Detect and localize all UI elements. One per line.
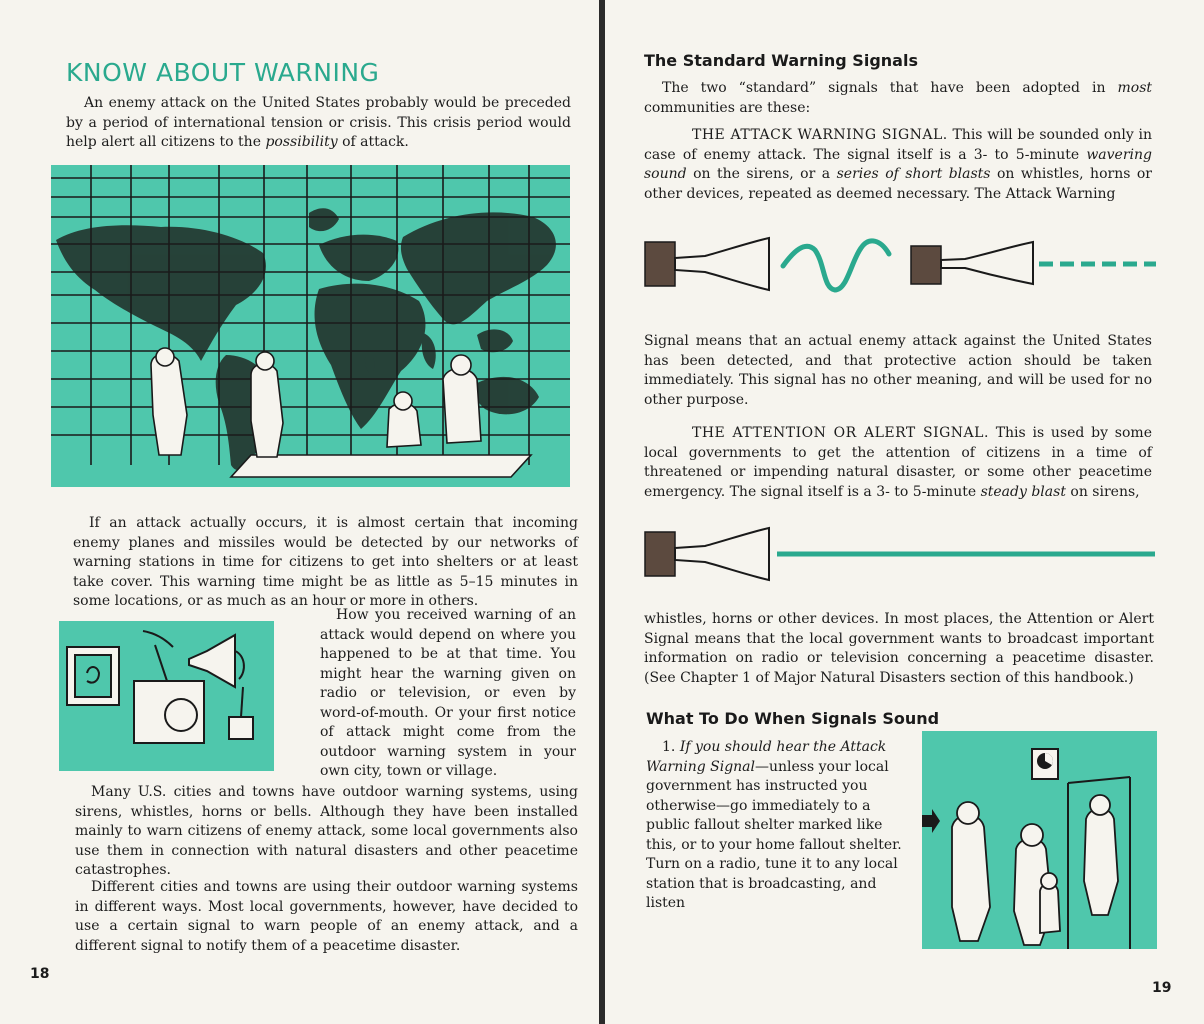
page-19 [605,0,1204,1024]
radio-tv-illustration [59,621,274,771]
paragraph-outdoor-systems: Many U.S. cities and towns have outdoor warning systems, using sirens, whistles, horns or bells. Although they have been installed mainly to warn citizens of enemy attack, some local governments also use them in connection with natural disasters and other peacetime catastrophes. [75,784,578,878]
paragraph-attention-alert-signal: THE ATTENTION OR ALERT SIGNAL. This is used by some local governments to get the attention of citizens in a time of threatened or impending natural disaster, or some other peacetime emergency. The signal itself is a 3- to 5-minute steady blast on sirens, [644,425,1152,500]
wavering-sound-icon [783,241,889,290]
paragraph-how-warning-received: How you received warning of an attack would depend on where you happened to be at that time. You might hear the warning given on radio or television, or even by word-of-mouth. Or your first notice of attack might come from the outdoor warning system in your own city, town or village. [320,607,576,779]
alert-signal-diagram [643,522,1158,584]
heading-what-to-do: What To Do When Signals Sound [646,709,940,728]
world-map-illustration [51,165,570,487]
section-title-know-about-warning: KNOW ABOUT WARNING [66,58,380,87]
paragraph-attack-warning-signal: THE ATTACK WARNING SIGNAL. This will be sounded only in case of enemy attack. The signal itself is a 3- to 5-minute wavering sound on the sirens, or a series of short blasts on whistles, horns or other devices, repeated as deemed necessary. The Attack Warning [644,127,1152,202]
siren-icon [911,242,1033,284]
paragraph-attack-detection: If an attack actually occurs, it is almost certain that incoming enemy planes and missiles would be detected by our networks of warning stations in time for citizens to get into shelters or at least take cover. This warning time might be as little as 5–15 minutes in some locations, or as much as an hour or more in others. [73,515,578,609]
attack-signal-diagram [643,232,1158,294]
fallout-shelter-drawing [922,731,1157,949]
radio-tv-drawing [59,621,274,771]
paragraph-attack-signal-meaning: Signal means that an actual enemy attack against the United States has been detected, and that protective action should be taken immediately. This signal has no other meaning, and will be used for no other purpose. [644,333,1152,408]
paragraph-standard-signals-intro: The two “standard” signals that have been adopted in most communities are these: [644,80,1152,116]
page-number: 18 [30,966,50,982]
fallout-shelter-sign-icon [1032,749,1058,779]
arrow-right-icon [922,809,940,833]
paragraph-alert-signal-meaning: whistles, horns or other devices. In most places, the Attention or Alert Signal means that the local government wants to broadcast important information on radio or television concerning a peacetime disaster. (See Chapter 1 of Major Natural Disasters section of this handbook.) [644,611,1154,686]
heading-standard-warning-signals: The Standard Warning Signals [644,51,918,70]
page-number: 19 [1152,980,1172,996]
siren-icon [645,238,769,290]
world-map-drawing [51,165,570,487]
paragraph-different-uses: Different cities and towns are using their outdoor warning systems in different ways. Most local governments, however, have decided to use a certain signal to warn people of an enemy attack, and a different signal to notify them of a peacetime disaster. [75,879,578,954]
paragraph-step-1: 1. If you should hear the Attack Warning Signal—unless your local government has instructed you otherwise—go immediately to a public fallout shelter marked like this, or to your home fallout shelter. Turn on a radio, tune it to any local station that is broadcasting, and listen [646,739,902,911]
page-18 [0,0,599,1024]
paragraph-crisis-period: An enemy attack on the United States probably would be preceded by a period of international tension or crisis. This crisis period would help alert all citizens to the possibility of attack. [66,95,571,150]
siren-icon [645,528,769,580]
fallout-shelter-illustration [922,731,1157,949]
